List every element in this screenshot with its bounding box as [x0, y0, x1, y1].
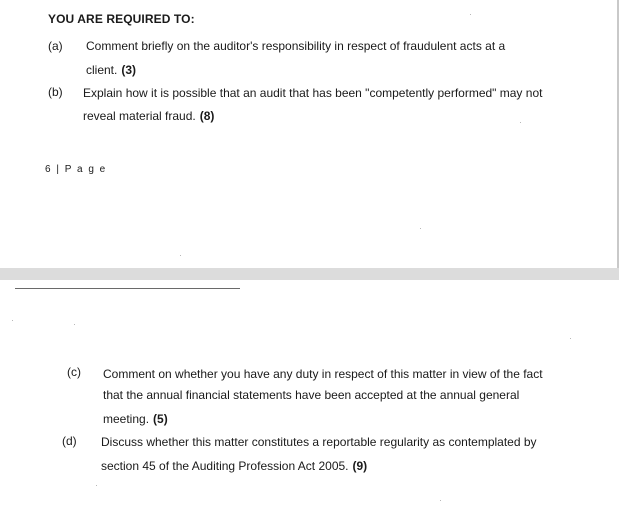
question-text-line: Discuss whether this matter constitutes a reportable regularity as contemplated by: [101, 435, 537, 449]
marks-badge: (8): [199, 109, 215, 123]
question-text-end: section 45 of the Auditing Profession Act 2005.: [101, 459, 349, 473]
horizontal-rule: [15, 288, 240, 289]
marks-badge: (3): [121, 63, 137, 77]
marks-badge: (5): [153, 412, 168, 426]
question-label: (d): [62, 434, 77, 448]
page-separator: [0, 268, 619, 280]
question-text-line: Explain how it is possible that an audit that has been "competently performed" may not: [83, 86, 543, 100]
question-text-end: meeting.: [103, 412, 150, 426]
question-label: (b): [48, 85, 63, 99]
marks-badge: (9): [352, 459, 368, 473]
question-label: (c): [67, 365, 81, 379]
scan-speck: [520, 122, 521, 123]
question-text-line: that the annual financial statements have been accepted at the annual general: [103, 388, 520, 402]
question-text-line: [103, 412, 168, 426]
page-number-footer: 6 | P a g e: [45, 164, 107, 175]
question-text-line: [86, 63, 136, 77]
required-heading: YOU ARE REQUIRED TO:: [48, 12, 195, 26]
scan-speck: [96, 485, 97, 486]
scan-speck: [180, 255, 181, 256]
scan-speck: [470, 14, 471, 15]
question-text-line: [101, 459, 367, 473]
scan-speck: [440, 500, 441, 501]
scan-speck: [12, 320, 13, 321]
question-text-line: [83, 109, 214, 123]
scan-speck: [570, 338, 571, 339]
question-label: (a): [48, 39, 63, 53]
page-lower: [0, 280, 619, 521]
question-text-line: Comment briefly on the auditor's responsibility in respect of fraudulent acts at a: [86, 39, 506, 53]
question-text-end: reveal material fraud.: [83, 109, 196, 123]
question-text-end: client.: [86, 63, 118, 77]
question-text-line: Comment on whether you have any duty in respect of this matter in view of the fact: [103, 367, 543, 381]
scan-speck: [420, 228, 421, 229]
scan-speck: [74, 324, 75, 325]
